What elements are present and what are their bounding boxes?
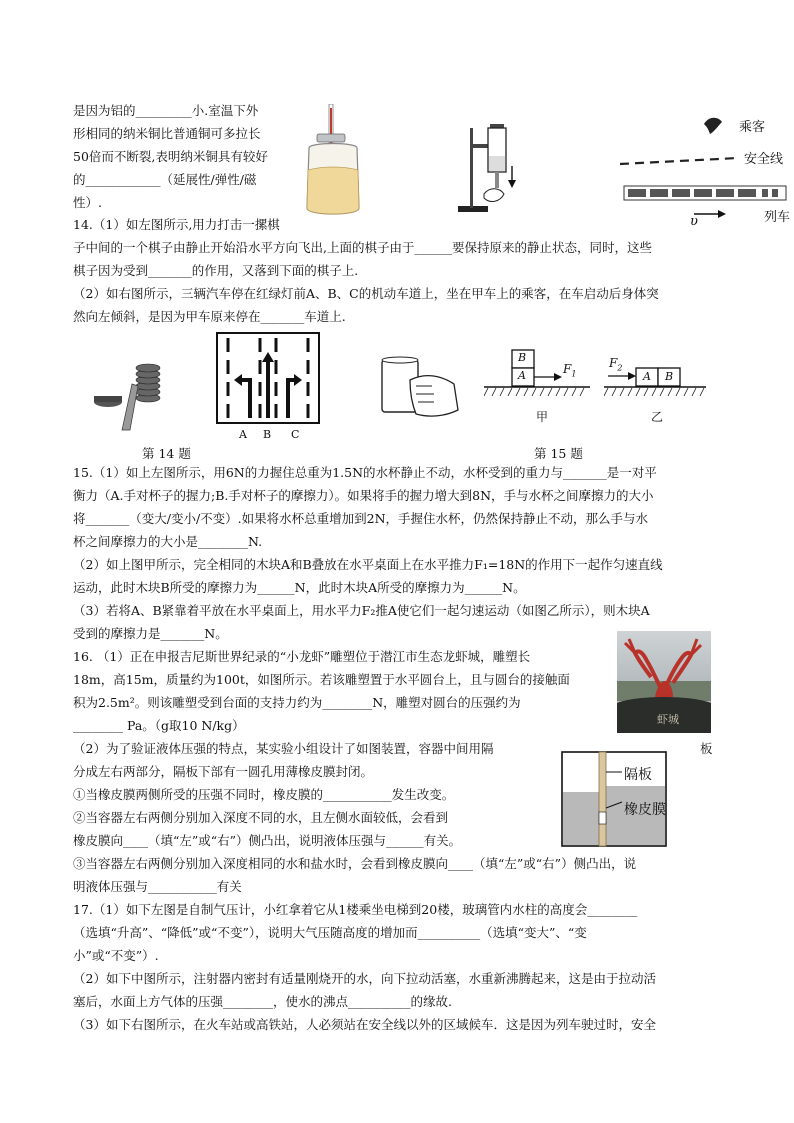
passenger-label: 乘客 (739, 120, 766, 135)
q17-line: （选填“升高”、“降低”或“不变”），说明大气压随高度的增加而__________（选填“变大”、“变 (73, 925, 587, 940)
q16-line: 18m，高15m，质量约为100t，如图所示。若该雕塑置于水平圆台上，且与圆台的接触面 (73, 672, 570, 687)
caption-yi: 乙 (651, 410, 664, 424)
q16-line: 分成左右两部分，隔板下部有一圆孔用薄橡皮膜封闭。 (73, 764, 374, 779)
figure-caption-15: 第 15 题 (534, 446, 583, 461)
safety-line-label: 安全线 (744, 152, 784, 167)
crayfish-sculpture-photo (617, 631, 711, 733)
q15-line: 将_______（变大/变小/不变）.如果将水杯总重增加到2N，手握住水杯，仍然保持静止不动，那么手与水 (73, 511, 649, 526)
barometer-jar-figure (303, 104, 363, 218)
syringe-stand-figure (454, 120, 524, 216)
text-line: 形相同的纳米铜比普通铜可多拉长 (73, 126, 261, 141)
block-b2-label: B (665, 370, 674, 383)
text-line: 性）. (73, 195, 102, 210)
q16-line: （2）为了验证液体压强的特点，某实验小组设计了如图装置，容器中间用隔 (73, 741, 494, 756)
q16-line: 积为2.5m²。则该雕塑受到台面的支持力约为________N，雕塑对圆台的压强约为 (73, 695, 521, 710)
q15-line: （2）如上图甲所示，完全相同的木块A和B叠放在水平桌面上在水平推力F₁=18N的作用下一起作匀速直线 (73, 557, 663, 572)
q15-line: （3）若将A、B紧靠着平放在水平桌面上，用水平力F₂推A使它们一起匀速运动（如图乙所示），则木块A (73, 603, 650, 618)
caption-jia: 甲 (536, 410, 549, 424)
q16-line: ①当橡皮膜两侧所受的压强不同时，橡皮膜的___________发生改变。 (73, 787, 455, 802)
block-a2-label: A (643, 370, 651, 383)
q16-line: 板 (700, 741, 713, 756)
q16-line: ②当容器左右两侧分别加入深度不同的水，且左侧水面较低，会看到 (73, 810, 449, 825)
lane-label-b: B (263, 428, 272, 441)
hand-cup-figure (376, 354, 462, 420)
q17-line: 塞后，水面上方气体的压强________，使水的沸点__________的缘故. (73, 994, 452, 1009)
q14-line: （2）如右图所示，三辆汽车停在红绿灯前A、B、C的机动车道上，坐在甲车上的乘客，在车启动后身体突 (73, 286, 659, 301)
text-line: 50倍而不断裂,表明纳米铜具有较好 (73, 149, 268, 164)
q16-line: 橡皮膜向____（填“左”或“右”）侧凸出，说明液体压强与______有关。 (73, 833, 462, 848)
q17-line: 17.（1）如下左图是自制气压计，小红拿着它从1楼乘坐电梯到20楼，玻璃管内水柱的高度会________ (73, 902, 638, 917)
figure-caption-14: 第 14 题 (142, 446, 191, 461)
block-a-label: A (518, 369, 526, 382)
train-label: 列车 (764, 210, 791, 225)
text-line: 的____________（延展性/弹性/磁 (73, 172, 257, 187)
q14-line: 然向左倾斜，是因为甲车原来停在_______车道上. (73, 309, 346, 324)
q15-line: 杯之间摩擦力的大小是________N. (73, 534, 263, 549)
velocity-label: υ (690, 214, 698, 229)
q15-line: 受到的摩擦力是_______N。 (73, 626, 228, 641)
q14-line: 14.（1）如左图所示,用力打击一摞棋 (73, 217, 280, 232)
q16-line: ③当容器左右两侧分别加入深度相同的水和盐水时，会看到橡皮膜向____（填“左”或“右”）侧凸出，说 (73, 856, 637, 871)
membrane-label: 橡皮膜 (624, 802, 666, 818)
traffic-lanes-figure (216, 332, 320, 440)
block-b-label: B (518, 351, 527, 364)
force-f2-label: $F_2$ (609, 356, 623, 373)
q17-line: （3）如下右图所示，在火车站或高铁站，人必须站在安全线以外的区域候车．这是因为列车驶过时，安全 (73, 1017, 656, 1032)
q16-line: 明液体压强与___________有关 (73, 879, 242, 894)
partition-container-figure (558, 748, 670, 848)
q14-line: 棋子因为受到_______的作用，又落到下面的棋子上. (73, 263, 359, 278)
q16-line: ________ Pa。（g取10 N/kg） (73, 718, 245, 733)
q15-line: 15.（1）如上左图所示，用6N的力握住总重为1.5N的水杯静止不动，水杯受到的重力与_______是一对平 (73, 465, 657, 480)
lane-label-c: C (291, 428, 300, 441)
force-f1-label: $F_1$ (563, 362, 577, 379)
lane-label-a: A (239, 428, 247, 441)
partition-label: 隔板 (624, 767, 652, 783)
q16-line: 16. （1）正在申报吉尼斯世界纪录的“小龙虾”雕塑位于潜江市生态龙虾城，雕塑长 (73, 649, 531, 664)
q17-line: （2）如下中图所示，注射器内密封有适量刚烧开的水，向下拉动活塞，水重新沸腾起来，这是由于拉动活 (73, 971, 656, 986)
q14-line: 子中间的一个棋子由静止开始沿水平方向飞出,上面的棋子由于______要保持原来的静止状态，同时，这些 (73, 240, 652, 255)
q15-line: 运动，此时木块B所受的摩擦力为______N，此时木块A所受的摩擦力为______N。 (73, 580, 526, 595)
q17-line: 小”或“不变”）. (73, 948, 159, 963)
sculpture-inscription: 虾城 (657, 713, 679, 726)
q15-line: 衡力（A.手对杯子的握力;B.手对杯子的摩擦力）。如果将手的握力增大到8N，手与水杯之间摩擦力的大小 (73, 488, 654, 503)
text-line: 是因为铝的_________小.室温下外 (73, 103, 259, 118)
chess-pieces-figure (86, 362, 176, 434)
